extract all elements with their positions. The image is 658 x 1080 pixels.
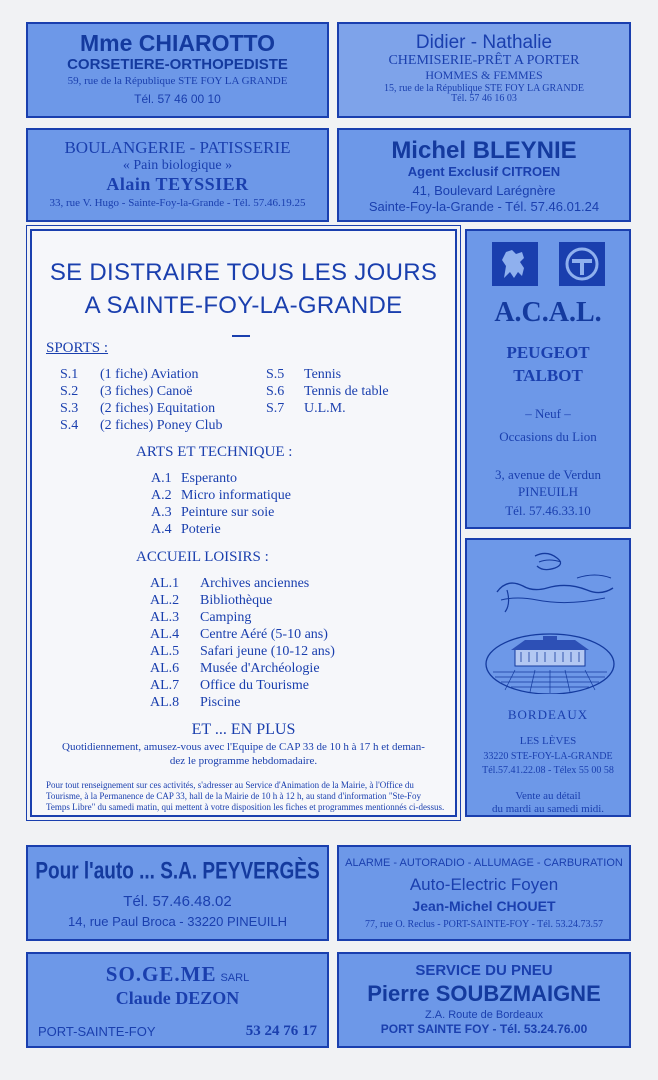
ad-pneu-address: Z.A. Route de Bordeaux bbox=[424, 1009, 543, 1021]
ad-auto-electric bbox=[337, 845, 631, 941]
ad-peyverges-phone: Tél. 57.46.48.02 bbox=[123, 893, 232, 910]
ad-chiarotto-name: Mme CHIAROTTO bbox=[79, 30, 276, 56]
sports-label: (2 fiches) Poney Club bbox=[100, 418, 223, 433]
ad-acal-brand1: PEUGEOT bbox=[506, 343, 590, 362]
sports-label: (3 fiches) Canoë bbox=[100, 384, 193, 399]
ad-chiarotto-phone: Tél. 57 46 00 10 bbox=[134, 92, 221, 106]
ad-bleynie-name: Michel BLEYNIE bbox=[391, 137, 577, 164]
ad-acal-brand2: TALBOT bbox=[513, 366, 583, 385]
ad-pneu-name: Pierre SOUBZMAIGNE bbox=[367, 981, 601, 1006]
sports-code: S.4 bbox=[60, 418, 79, 433]
ad-bleynie-address: 41, Boulevard Larégnère bbox=[412, 183, 556, 198]
ad-acal bbox=[465, 229, 631, 529]
sports-label: Tennis bbox=[304, 367, 342, 382]
arts-code: A.2 bbox=[151, 488, 172, 503]
ad-acal-occasions: Occasions du Lion bbox=[499, 429, 597, 444]
ad-vergnes-city: 33220 STE-FOY-LA-GRANDE bbox=[483, 751, 613, 762]
ad-sogeme-owner: Claude DEZON bbox=[115, 988, 240, 1008]
accueil-item bbox=[150, 644, 335, 660]
ad-boulangerie-address: 33, rue V. Hugo - Sainte-Foy-la-Grande - Tél. 57.46.19.25 bbox=[49, 197, 306, 209]
ad-sogeme-city: PORT-SAINTE-FOY bbox=[38, 1024, 156, 1039]
ad-bleynie-title: Agent Exclusif CITROEN bbox=[407, 164, 561, 179]
sports-item bbox=[60, 418, 222, 434]
info-line2: Tourisme, à la Permanence de CAP 33, hall de la Mairie de 10 h à 12 h, au stand d'information "Ste-Foy bbox=[46, 791, 421, 801]
accueil-code: AL.4 bbox=[150, 627, 180, 642]
accueil-code: AL.6 bbox=[150, 661, 180, 676]
sports-label: (2 fiches) Equitation bbox=[100, 401, 216, 416]
ad-vergnes-phone: Tél.57.41.22.08 - Télex 55 00 58 bbox=[482, 765, 614, 776]
arts-label: Poterie bbox=[181, 522, 221, 537]
panel-title-line2: A SAINTE-FOY-LA-GRANDE bbox=[84, 292, 403, 319]
accueil-code: AL.7 bbox=[150, 678, 180, 693]
ad-boulangerie-name: Alain TEYSSIER bbox=[106, 174, 249, 194]
ad-sogeme-name: SO.GE.ME bbox=[105, 962, 217, 986]
sports-code: S.5 bbox=[266, 367, 285, 382]
arts-label: Esperanto bbox=[181, 471, 237, 486]
accueil-label: Musée d'Archéologie bbox=[200, 661, 320, 676]
sports-code: S.2 bbox=[60, 384, 79, 399]
plus-text-line1: Quotidiennement, amusez-vous avec l'Equipe de CAP 33 de 10 h à 17 h et deman- bbox=[62, 741, 425, 753]
sports-label: (1 fiche) Aviation bbox=[100, 367, 199, 382]
accueil-item bbox=[150, 593, 272, 609]
ad-didier-name: Didier - Nathalie bbox=[415, 32, 553, 53]
accueil-item bbox=[150, 610, 251, 626]
ad-didier-title: CHEMISERIE-PRÊT A PORTER bbox=[388, 53, 580, 68]
sports-item bbox=[266, 384, 389, 400]
ad-boulangerie bbox=[26, 128, 329, 222]
plus-heading: ET ... EN PLUS bbox=[191, 721, 296, 738]
sports-code: S.7 bbox=[266, 401, 285, 416]
ad-boulangerie-title: BOULANGERIE - PATISSERIE bbox=[64, 138, 291, 157]
sports-item bbox=[266, 401, 346, 417]
arts-item bbox=[151, 488, 291, 504]
talbot-logo-icon bbox=[559, 242, 605, 286]
accueil-label: Centre Aéré (5-10 ans) bbox=[200, 627, 328, 642]
sports-label: U.L.M. bbox=[304, 401, 346, 416]
accueil-code: AL.2 bbox=[150, 593, 180, 608]
arts-code: A.4 bbox=[151, 522, 172, 537]
ad-vergnes-hours2: du mardi au samedi midi. bbox=[491, 803, 605, 815]
ad-sogeme bbox=[26, 952, 329, 1048]
sports-label: Tennis de table bbox=[304, 384, 389, 399]
arts-item bbox=[151, 505, 274, 521]
info-line3: Temps Libre" du samedi matin, qui mettent à votre disposition les fiches et programmes mentionnés ci-dessus. bbox=[46, 802, 445, 812]
panel-title-line1: SE DISTRAIRE TOUS LES JOURS bbox=[49, 259, 438, 286]
ad-didier-nathalie bbox=[337, 22, 631, 118]
accueil-code: AL.8 bbox=[150, 695, 180, 710]
ad-bleynie-city: Sainte-Foy-la-Grande - Tél. 57.46.01.24 bbox=[368, 199, 600, 214]
arts-code: A.3 bbox=[151, 505, 172, 520]
sports-heading: SPORTS : bbox=[46, 340, 109, 356]
accueil-label: Safari jeune (10-12 ans) bbox=[200, 644, 335, 659]
accueil-item bbox=[150, 576, 309, 592]
arts-item bbox=[151, 522, 221, 538]
ad-peyverges bbox=[26, 845, 329, 941]
accueil-label: Piscine bbox=[200, 695, 241, 710]
sports-item bbox=[266, 367, 341, 383]
ad-acal-city: PINEUILH bbox=[518, 484, 578, 499]
sports-item bbox=[60, 367, 199, 383]
ad-pneu-title: SERVICE DU PNEU bbox=[415, 962, 553, 979]
ad-autoelectric-services: ALARME - AUTORADIO - ALLUMAGE - CARBURATION bbox=[345, 857, 623, 869]
accueil-item bbox=[150, 678, 309, 694]
title-divider bbox=[232, 335, 250, 337]
ad-peyverges-name: Pour l'auto ... S.A. PEYVERGÈS bbox=[35, 858, 320, 885]
ad-chiarotto-title: CORSETIERE-ORTHOPEDISTE bbox=[67, 56, 288, 73]
accueil-label: Bibliothèque bbox=[200, 593, 273, 608]
ad-acal-neuf: – Neuf – bbox=[525, 406, 571, 421]
ad-vergnes-hours1: Vente au détail bbox=[515, 790, 581, 802]
activities-panel bbox=[30, 229, 457, 817]
arts-item bbox=[151, 471, 237, 487]
accueil-code: AL.1 bbox=[150, 576, 180, 591]
ad-peyverges-address: 14, rue Paul Broca - 33220 PINEUILH bbox=[68, 914, 287, 929]
ad-acal-phone: Tél. 57.46.33.10 bbox=[505, 503, 591, 518]
plus-text-line2: dez le programme hebdomadaire. bbox=[169, 755, 318, 767]
sports-code: S.1 bbox=[60, 367, 79, 382]
ad-didier-subtitle: HOMMES & FEMMES bbox=[425, 68, 543, 82]
sports-item bbox=[60, 401, 215, 417]
accueil-code: AL.5 bbox=[150, 644, 180, 659]
ad-sogeme-title bbox=[28, 962, 327, 987]
accueil-item bbox=[150, 695, 240, 711]
accueil-heading: ACCUEIL LOISIRS : bbox=[136, 549, 269, 565]
arts-heading: ARTS ET TECHNIQUE : bbox=[136, 444, 293, 460]
info-line1: Pour tout renseignement sur ces activités, s'adresser au Service d'Animation de la Mairie, à l'Office du bbox=[46, 780, 414, 790]
ad-vergnes bbox=[465, 538, 631, 817]
ad-autoelectric-name: Auto-Electric Foyen bbox=[409, 875, 559, 894]
sports-code: S.6 bbox=[266, 384, 285, 399]
arts-label: Micro informatique bbox=[181, 488, 292, 503]
ad-sogeme-contact bbox=[38, 1024, 317, 1042]
ad-autoelectric-owner: Jean-Michel CHOUET bbox=[412, 898, 556, 914]
ad-acal-name: A.C.A.L. bbox=[494, 297, 602, 328]
ad-chiarotto-address: 59, rue de la République STE FOY LA GRANDE bbox=[67, 75, 288, 87]
ad-acal-address: 3, avenue de Verdun bbox=[495, 467, 601, 482]
ad-didier-address: 15, rue de la République STE FOY LA GRANDE bbox=[384, 83, 584, 94]
ad-boulangerie-tagline: « Pain biologique » bbox=[122, 158, 233, 173]
ad-sogeme-phone: 53 24 76 17 bbox=[245, 1023, 317, 1039]
ad-pneu-city: PORT SAINTE FOY - Tél. 53.24.76.00 bbox=[380, 1022, 588, 1036]
ad-pneu bbox=[337, 952, 631, 1048]
ad-sogeme-suffix: SARL bbox=[220, 972, 250, 984]
peugeot-lion-icon bbox=[492, 242, 538, 286]
chateau-logo bbox=[477, 548, 623, 628]
arts-label: Peinture sur soie bbox=[181, 505, 275, 520]
ad-autoelectric-address: 77, rue O. Reclus - PORT-SAINTE-FOY - Tél. 53.24.73.57 bbox=[365, 919, 603, 930]
accueil-label: Office du Tourisme bbox=[200, 678, 309, 693]
accueil-code: AL.3 bbox=[150, 610, 180, 625]
ad-vergnes-place: LES LÈVES bbox=[519, 735, 577, 747]
ad-bleynie bbox=[337, 128, 631, 222]
ad-chiarotto bbox=[26, 22, 329, 118]
sports-code: S.3 bbox=[60, 401, 79, 416]
arts-code: A.1 bbox=[151, 471, 172, 486]
accueil-item bbox=[150, 661, 320, 677]
accueil-label: Archives anciennes bbox=[200, 576, 310, 591]
accueil-item bbox=[150, 627, 328, 643]
sports-item bbox=[60, 384, 193, 400]
chateau-illustration bbox=[485, 632, 615, 694]
ad-vergnes-region: BORDEAUX bbox=[507, 707, 589, 722]
accueil-label: Camping bbox=[200, 610, 252, 625]
ad-didier-phone: Tél. 57 46 16 03 bbox=[451, 93, 517, 104]
